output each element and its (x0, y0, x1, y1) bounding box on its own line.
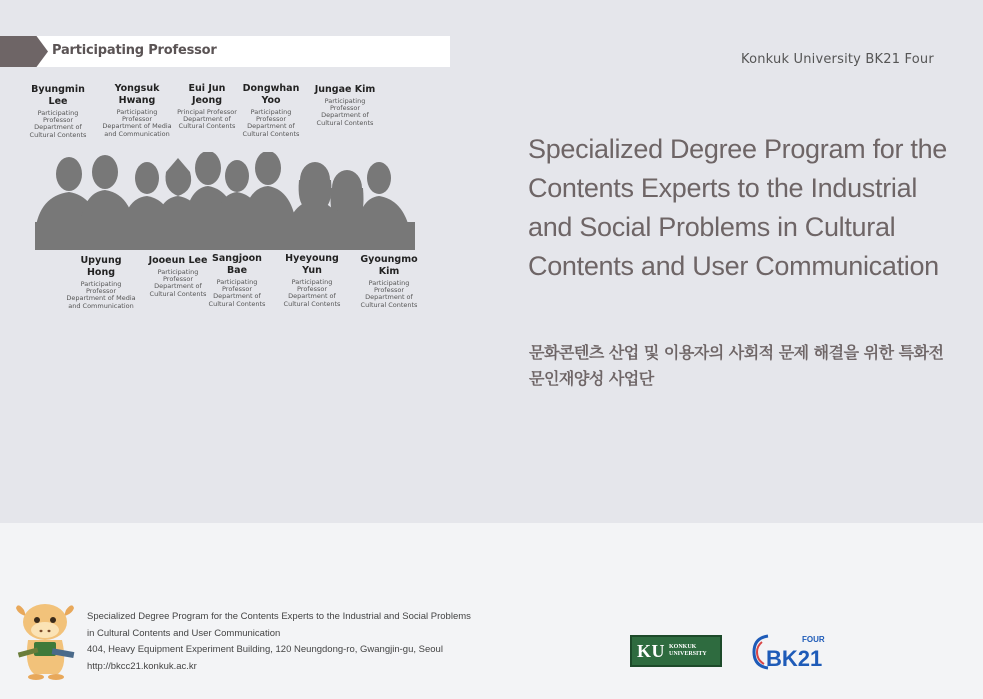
footer-address: 404, Heavy Equipment Experiment Building, 120 Neungdong-ro, Gwangjin-gu, Seoul (87, 644, 443, 655)
professor-name: Upyung Hong (80, 255, 122, 278)
professor-card (23, 84, 93, 139)
ku-logo-sub1: KONKUK (669, 644, 697, 650)
professor-name: Sangjoon Bae (212, 253, 262, 276)
ku-logo-sub2: UNIVERSITY (669, 651, 707, 657)
professor-name: Hyeyoung Yun (285, 253, 339, 276)
footer-line: Specialized Degree Program for the Contents Experts to the Industrial and Social Problems (87, 611, 471, 622)
professor-role: Participating Professor Department of Cultural Contents (283, 278, 341, 308)
professor-name: Byungmin Lee (31, 84, 85, 107)
bk-logo-text: BK21 (766, 646, 823, 670)
footer-line: in Cultural Contents and User Communication (87, 627, 281, 639)
program-title-korean: 문화콘텐츠 산업 및 이용자의 사회적 문제 해결을 위한 특화전문인재양성 사업단 (529, 343, 944, 388)
konkuk-university-logo (630, 635, 722, 667)
ku-logo-subtext (669, 644, 707, 658)
professor-card (202, 253, 272, 308)
arrow-marker-icon (0, 36, 48, 67)
program-title-english: Specialized Degree Program for the Contents Experts to the Industrial and Social Problems in Cultural Contents and User Communication (528, 134, 948, 281)
professor-card (310, 84, 380, 127)
cow-mascot-icon (14, 600, 76, 680)
professor-name: Gyoungmo Kim (360, 254, 418, 277)
footer-info (87, 609, 471, 675)
professor-name: Jungae Kim (314, 84, 376, 95)
professor-role: Participating Professor Department of Cultural Contents (208, 278, 266, 308)
professor-role: Participating Professor Department of Cultural Contents (149, 268, 207, 298)
professor-name: Dongwhan Yoo (242, 83, 300, 106)
professor-card (354, 254, 424, 309)
people-silhouette-icon (35, 152, 415, 250)
organization-name: Konkuk University BK21 Four (741, 52, 934, 67)
professor-name: Eui Jun Jeong (188, 83, 226, 106)
section-header-bar (0, 36, 450, 67)
professor-card (236, 83, 306, 138)
professor-role: Participating Professor Department of Cultural Contents (316, 97, 374, 127)
professor-card (102, 83, 172, 138)
section-title: Participating Professor (52, 43, 217, 58)
professor-card (277, 253, 347, 308)
professor-role: Participating Professor Department of Cultural Contents (29, 109, 87, 139)
professor-card (66, 255, 136, 310)
professor-name: Jooeun Lee (148, 255, 208, 266)
professor-role: Participating Professor Department of Cultural Contents (360, 279, 418, 309)
bk21-four-logo (752, 632, 832, 670)
professor-role: Participating Professor Department of Media and Communication (66, 280, 136, 310)
professor-role: Principal Professor Department of Cultural Contents (177, 108, 237, 131)
professor-role: Participating Professor Department of Media and Communication (102, 108, 172, 138)
professor-card (172, 83, 242, 131)
bk-logo-four: FOUR (802, 635, 825, 644)
ku-logo-text: KU (637, 640, 665, 661)
footer-url-link[interactable]: http://bkcc21.konkuk.ac.kr (87, 660, 197, 672)
professor-role: Participating Professor Department of Cultural Contents (242, 108, 300, 138)
professor-name: Yongsuk Hwang (114, 83, 160, 106)
